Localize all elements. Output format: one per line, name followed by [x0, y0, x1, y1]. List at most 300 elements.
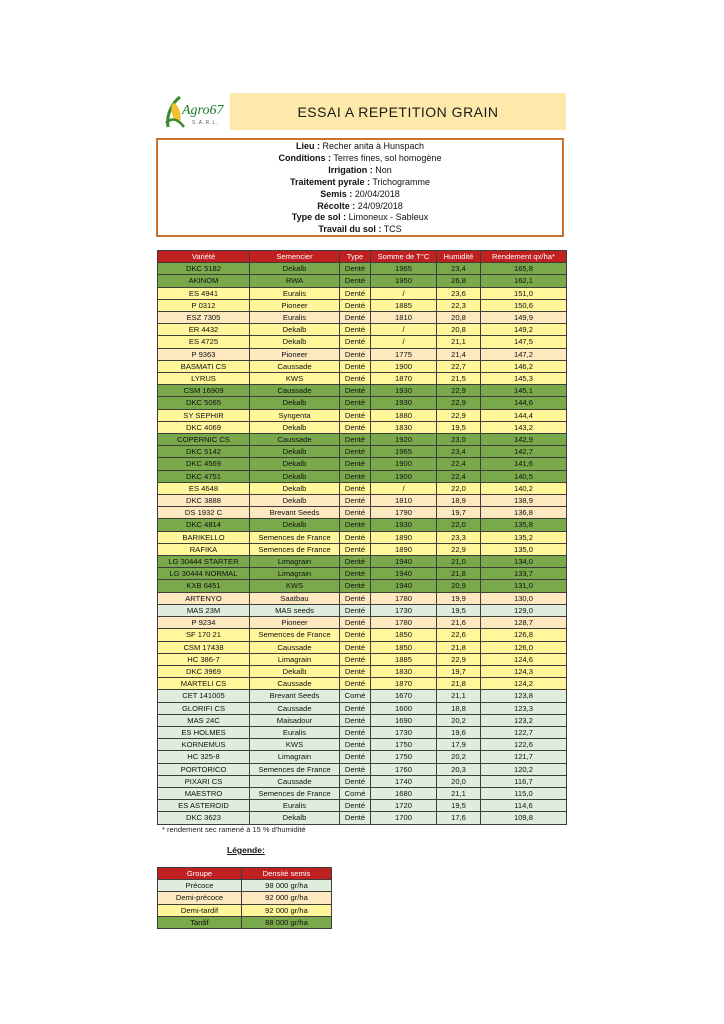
type-cell: Denté: [340, 702, 371, 714]
table-row: [158, 495, 567, 507]
semencier-cell: Limagrain: [250, 653, 340, 665]
type-cell: Denté: [340, 519, 371, 531]
humidite-cell: 21,1: [437, 787, 481, 799]
type-cell: Denté: [340, 653, 371, 665]
type-cell: Denté: [340, 299, 371, 311]
info-value: Non: [375, 164, 392, 175]
info-line: [158, 141, 562, 153]
variete-cell: PORTORICO: [158, 763, 250, 775]
somme-temp-cell: 1830: [371, 665, 437, 677]
table-row: [158, 604, 567, 616]
type-cell: Denté: [340, 800, 371, 812]
humidite-cell: 21,1: [437, 336, 481, 348]
rendement-cell: 122,7: [481, 726, 567, 738]
semencier-cell: Caussade: [250, 775, 340, 787]
somme-temp-cell: 1900: [371, 470, 437, 482]
humidite-cell: 19,5: [437, 800, 481, 812]
humidite-cell: 22,0: [437, 482, 481, 494]
variete-cell: DKC 5182: [158, 263, 250, 275]
semencier-cell: Dekalb: [250, 458, 340, 470]
rendement-cell: 115,0: [481, 787, 567, 799]
rendement-cell: 135,2: [481, 531, 567, 543]
type-cell: Denté: [340, 458, 371, 470]
type-cell: Denté: [340, 421, 371, 433]
variete-cell: MAS 23M: [158, 604, 250, 616]
humidite-cell: 22,9: [437, 653, 481, 665]
col-header-variete: Variété: [158, 251, 250, 263]
type-cell: Denté: [340, 275, 371, 287]
humidite-cell: 21,8: [437, 641, 481, 653]
humidite-cell: 23,4: [437, 446, 481, 458]
somme-temp-cell: 1760: [371, 763, 437, 775]
type-cell: Denté: [340, 312, 371, 324]
variete-cell: CSM 16909: [158, 385, 250, 397]
info-label: Irrigation :: [328, 164, 373, 175]
legend-densite-cell: 98 000 gr/ha: [242, 880, 332, 892]
semencier-cell: Caussade: [250, 641, 340, 653]
legend-row: [158, 916, 332, 928]
semencier-cell: MAS seeds: [250, 604, 340, 616]
semencier-cell: KWS: [250, 373, 340, 385]
table-row: [158, 348, 567, 360]
rendement-cell: 130,0: [481, 592, 567, 604]
info-line: [158, 153, 562, 165]
table-row: [158, 800, 567, 812]
legend-row: [158, 892, 332, 904]
table-row: [158, 312, 567, 324]
type-cell: Denté: [340, 714, 371, 726]
legend-groupe-cell: Demi-précoce: [158, 892, 242, 904]
variete-cell: DKC 3969: [158, 665, 250, 677]
table-header-row: [158, 251, 567, 263]
info-label: Lieu :: [295, 141, 320, 151]
somme-temp-cell: 1940: [371, 580, 437, 592]
table-row: [158, 336, 567, 348]
table-row: [158, 531, 567, 543]
variete-cell: DKC 4751: [158, 470, 250, 482]
table-row: [158, 275, 567, 287]
rendement-cell: 123,2: [481, 714, 567, 726]
table-row: [158, 434, 567, 446]
somme-temp-cell: 1790: [371, 507, 437, 519]
col-header-semencier: Semencier: [250, 251, 340, 263]
semencier-cell: Caussade: [250, 434, 340, 446]
type-cell: Denté: [340, 263, 371, 275]
humidite-cell: 22,4: [437, 470, 481, 482]
variete-cell: SY SEPHIR: [158, 409, 250, 421]
semencier-cell: Semences de France: [250, 629, 340, 641]
legend-groupe-cell: Tardif: [158, 916, 242, 928]
humidite-cell: 26,8: [437, 275, 481, 287]
semencier-cell: Semences de France: [250, 787, 340, 799]
variete-cell: ES 4725: [158, 336, 250, 348]
semencier-cell: Dekalb: [250, 421, 340, 433]
legend-table: [157, 867, 332, 929]
variete-cell: GLORIFI CS: [158, 702, 250, 714]
table-row: [158, 287, 567, 299]
somme-temp-cell: /: [371, 287, 437, 299]
variete-cell: BASMATI CS: [158, 360, 250, 372]
table-row: [158, 714, 567, 726]
rendement-cell: 109,8: [481, 812, 567, 824]
humidite-cell: 23,6: [437, 287, 481, 299]
type-cell: Denté: [340, 641, 371, 653]
table-row: [158, 409, 567, 421]
humidite-cell: 22,4: [437, 458, 481, 470]
somme-temp-cell: 1750: [371, 739, 437, 751]
somme-temp-cell: 1880: [371, 409, 437, 421]
variete-cell: RAFIKA: [158, 543, 250, 555]
info-label: Traitement pyrale :: [289, 176, 370, 187]
table-row: [158, 702, 567, 714]
table-row: [158, 543, 567, 555]
info-value: Terres fines, sol homogène: [333, 152, 442, 163]
info-label: Conditions :: [278, 152, 332, 163]
variete-cell: HC 325-8: [158, 751, 250, 763]
semencier-cell: Dekalb: [250, 665, 340, 677]
table-row: [158, 775, 567, 787]
agro67-logo: [162, 93, 226, 133]
variete-cell: KORNEMUS: [158, 739, 250, 751]
table-row: [158, 421, 567, 433]
rendement-cell: 114,6: [481, 800, 567, 812]
variete-cell: PIXARI CS: [158, 775, 250, 787]
info-line: [158, 201, 562, 213]
humidite-cell: 19,6: [437, 726, 481, 738]
variete-cell: AKINOM: [158, 275, 250, 287]
humidite-cell: 22,6: [437, 629, 481, 641]
semencier-cell: Semences de France: [250, 543, 340, 555]
table-row: [158, 641, 567, 653]
somme-temp-cell: 1885: [371, 299, 437, 311]
col-header-type: Type: [340, 251, 371, 263]
humidite-cell: 19,5: [437, 421, 481, 433]
semencier-cell: Dekalb: [250, 446, 340, 458]
semencier-cell: KWS: [250, 739, 340, 751]
table-row: [158, 519, 567, 531]
semencier-cell: Pioneer: [250, 617, 340, 629]
somme-temp-cell: /: [371, 482, 437, 494]
rendement-cell: 145,1: [481, 385, 567, 397]
rendement-cell: 142,9: [481, 434, 567, 446]
rendement-cell: 140,2: [481, 482, 567, 494]
somme-temp-cell: 1720: [371, 800, 437, 812]
page-title: ESSAI A REPETITION GRAIN: [230, 93, 566, 130]
rendement-cell: 150,6: [481, 299, 567, 311]
humidite-cell: 22,9: [437, 397, 481, 409]
variete-cell: MAS 24C: [158, 714, 250, 726]
logo-text: Agro67: [182, 103, 224, 118]
rendement-cell: 124,6: [481, 653, 567, 665]
table-row: [158, 617, 567, 629]
rendement-cell: 162,1: [481, 275, 567, 287]
humidite-cell: 22,0: [437, 519, 481, 531]
type-cell: Denté: [340, 287, 371, 299]
somme-temp-cell: 1900: [371, 360, 437, 372]
humidite-cell: 19,5: [437, 604, 481, 616]
rendement-cell: 129,0: [481, 604, 567, 616]
trial-info-box: [156, 138, 564, 237]
rendement-cell: 144,6: [481, 397, 567, 409]
info-value: Limoneux - Sableux: [348, 212, 429, 223]
info-value: Trichogramme: [372, 176, 431, 187]
semencier-cell: Saatbau: [250, 592, 340, 604]
table-row: [158, 787, 567, 799]
somme-temp-cell: 1600: [371, 702, 437, 714]
rendement-cell: 142,7: [481, 446, 567, 458]
somme-temp-cell: 1940: [371, 556, 437, 568]
variete-cell: CSM 17438: [158, 641, 250, 653]
humidite-cell: 23,4: [437, 263, 481, 275]
humidite-cell: 21,8: [437, 568, 481, 580]
somme-temp-cell: /: [371, 324, 437, 336]
rendement-cell: 124,3: [481, 665, 567, 677]
rendement-cell: 136,8: [481, 507, 567, 519]
somme-temp-cell: 1930: [371, 385, 437, 397]
somme-temp-cell: 1870: [371, 373, 437, 385]
table-row: [158, 360, 567, 372]
semencier-cell: Dekalb: [250, 470, 340, 482]
table-row: [158, 263, 567, 275]
type-cell: Denté: [340, 446, 371, 458]
type-cell: Denté: [340, 763, 371, 775]
humidite-cell: 21,4: [437, 348, 481, 360]
somme-temp-cell: 1900: [371, 458, 437, 470]
rendement-cell: 141,6: [481, 458, 567, 470]
somme-temp-cell: /: [371, 336, 437, 348]
variete-cell: ES ASTEROID: [158, 800, 250, 812]
info-label: Récolte :: [317, 200, 356, 211]
rendement-cell: 147,5: [481, 336, 567, 348]
variete-cell: DKC 4814: [158, 519, 250, 531]
variete-cell: DKC 4069: [158, 421, 250, 433]
type-cell: Denté: [340, 617, 371, 629]
semencier-cell: Euralis: [250, 312, 340, 324]
col-header-somme-temp: Somme de T°C: [371, 251, 437, 263]
table-row: [158, 580, 567, 592]
semencier-cell: Semences de France: [250, 763, 340, 775]
table-row: [158, 299, 567, 311]
somme-temp-cell: 1930: [371, 397, 437, 409]
type-cell: Denté: [340, 434, 371, 446]
type-cell: Denté: [340, 751, 371, 763]
somme-temp-cell: 1690: [371, 714, 437, 726]
rendement-cell: 134,0: [481, 556, 567, 568]
humidite-cell: 20,8: [437, 312, 481, 324]
humidite-cell: 18,9: [437, 495, 481, 507]
humidite-cell: 22,7: [437, 360, 481, 372]
table-row: [158, 592, 567, 604]
table-row: [158, 653, 567, 665]
table-row: [158, 385, 567, 397]
humidite-cell: 22,9: [437, 385, 481, 397]
type-cell: Denté: [340, 556, 371, 568]
variete-cell: MAESTRO: [158, 787, 250, 799]
table-row: [158, 568, 567, 580]
humidite-cell: 23,0: [437, 434, 481, 446]
type-cell: Denté: [340, 336, 371, 348]
somme-temp-cell: 1730: [371, 604, 437, 616]
rendement-cell: 121,7: [481, 751, 567, 763]
variete-cell: DKC 4569: [158, 458, 250, 470]
type-cell: Denté: [340, 397, 371, 409]
rendement-cell: 128,7: [481, 617, 567, 629]
type-cell: Denté: [340, 726, 371, 738]
humidite-cell: 22,9: [437, 543, 481, 555]
type-cell: Denté: [340, 482, 371, 494]
type-cell: Denté: [340, 678, 371, 690]
table-row: [158, 726, 567, 738]
variete-cell: MARTELI CS: [158, 678, 250, 690]
type-cell: Denté: [340, 604, 371, 616]
humidite-cell: 21,6: [437, 617, 481, 629]
somme-temp-cell: 1890: [371, 531, 437, 543]
semencier-cell: Pioneer: [250, 348, 340, 360]
type-cell: Denté: [340, 568, 371, 580]
info-value: TCS: [383, 224, 402, 235]
rendement-cell: 140,5: [481, 470, 567, 482]
humidite-cell: 19,7: [437, 507, 481, 519]
semencier-cell: Caussade: [250, 678, 340, 690]
humidite-cell: 20,9: [437, 580, 481, 592]
legend-row: [158, 880, 332, 892]
variete-cell: SF 170 21: [158, 629, 250, 641]
semencier-cell: Caussade: [250, 360, 340, 372]
info-value: 24/09/2018: [357, 200, 403, 211]
semencier-cell: Euralis: [250, 287, 340, 299]
semencier-cell: Dekalb: [250, 482, 340, 494]
variete-cell: DKC 5065: [158, 397, 250, 409]
info-label: Semis :: [320, 188, 353, 199]
type-cell: Denté: [340, 543, 371, 555]
type-cell: Denté: [340, 495, 371, 507]
legend-groupe-cell: Précoce: [158, 880, 242, 892]
variete-cell: LG 30444 STARTER: [158, 556, 250, 568]
table-row: [158, 739, 567, 751]
type-cell: Denté: [340, 629, 371, 641]
variete-cell: COPERNIC CS: [158, 434, 250, 446]
type-cell: Denté: [340, 360, 371, 372]
type-cell: Corné: [340, 690, 371, 702]
rendement-cell: 145,3: [481, 373, 567, 385]
col-header-rendement: Rendement qx/ha*: [481, 251, 567, 263]
legend-title: Légende:: [227, 845, 265, 855]
logo-subtitle: S.A.R.L.: [192, 120, 219, 126]
rendement-cell: 143,2: [481, 421, 567, 433]
info-line: [158, 177, 562, 189]
legend-densite-cell: 92 000 gr/ha: [242, 892, 332, 904]
somme-temp-cell: 1830: [371, 421, 437, 433]
type-cell: Denté: [340, 348, 371, 360]
somme-temp-cell: 1930: [371, 519, 437, 531]
legend-groupe-cell: Demi-tardif: [158, 904, 242, 916]
somme-temp-cell: 1670: [371, 690, 437, 702]
humidite-cell: 20,2: [437, 751, 481, 763]
humidite-cell: 20,3: [437, 763, 481, 775]
rendement-cell: 165,8: [481, 263, 567, 275]
somme-temp-cell: 1890: [371, 543, 437, 555]
semencier-cell: Pioneer: [250, 299, 340, 311]
somme-temp-cell: 1740: [371, 775, 437, 787]
humidite-cell: 19,7: [437, 665, 481, 677]
somme-temp-cell: 1940: [371, 568, 437, 580]
semencier-cell: RWA: [250, 275, 340, 287]
somme-temp-cell: 1750: [371, 751, 437, 763]
humidite-cell: 21,5: [437, 373, 481, 385]
rendement-cell: 126,0: [481, 641, 567, 653]
type-cell: Corné: [340, 787, 371, 799]
variete-cell: DKC 5142: [158, 446, 250, 458]
rendement-cell: 116,7: [481, 775, 567, 787]
somme-temp-cell: 1950: [371, 275, 437, 287]
rendement-cell: 147,2: [481, 348, 567, 360]
variete-cell: BARIKELLO: [158, 531, 250, 543]
somme-temp-cell: 1775: [371, 348, 437, 360]
variete-cell: P 9234: [158, 617, 250, 629]
semencier-cell: Euralis: [250, 726, 340, 738]
results-table: [157, 250, 567, 825]
rendement-cell: 123,8: [481, 690, 567, 702]
semencier-cell: Dekalb: [250, 519, 340, 531]
humidite-cell: 22,9: [437, 409, 481, 421]
col-header-humidite: Humidité: [437, 251, 481, 263]
variete-cell: CET 141005: [158, 690, 250, 702]
rendement-cell: 149,2: [481, 324, 567, 336]
rendement-cell: 133,7: [481, 568, 567, 580]
type-cell: Denté: [340, 507, 371, 519]
variete-cell: HC 386-7: [158, 653, 250, 665]
table-row: [158, 629, 567, 641]
semencier-cell: Caussade: [250, 385, 340, 397]
semencier-cell: Limagrain: [250, 751, 340, 763]
semencier-cell: Dekalb: [250, 495, 340, 507]
rendement-cell: 122,6: [481, 739, 567, 751]
legend-header-densite: Densité semis: [242, 868, 332, 880]
somme-temp-cell: 1920: [371, 434, 437, 446]
variete-cell: LYRUS: [158, 373, 250, 385]
semencier-cell: Dekalb: [250, 336, 340, 348]
somme-temp-cell: 1730: [371, 726, 437, 738]
variete-cell: ESZ 7305: [158, 312, 250, 324]
semencier-cell: Dekalb: [250, 397, 340, 409]
somme-temp-cell: 1850: [371, 629, 437, 641]
semencier-cell: KWS: [250, 580, 340, 592]
type-cell: Denté: [340, 592, 371, 604]
type-cell: Denté: [340, 739, 371, 751]
humidite-cell: 20,8: [437, 324, 481, 336]
semencier-cell: Limagrain: [250, 568, 340, 580]
semencier-cell: Maisadour: [250, 714, 340, 726]
table-row: [158, 763, 567, 775]
type-cell: Denté: [340, 531, 371, 543]
rendement-cell: 120,2: [481, 763, 567, 775]
rendement-cell: 124,2: [481, 678, 567, 690]
somme-temp-cell: 1700: [371, 812, 437, 824]
semencier-cell: Brevant Seeds: [250, 690, 340, 702]
variete-cell: DS 1932 C: [158, 507, 250, 519]
humidite-cell: 21,0: [437, 556, 481, 568]
type-cell: Denté: [340, 373, 371, 385]
variete-cell: P 9363: [158, 348, 250, 360]
variete-cell: ARTENYO: [158, 592, 250, 604]
info-label: Type de sol :: [291, 212, 347, 223]
humidite-cell: 23,3: [437, 531, 481, 543]
semencier-cell: Dekalb: [250, 324, 340, 336]
legend-header-groupe: Groupe: [158, 868, 242, 880]
semencier-cell: Brevant Seeds: [250, 507, 340, 519]
somme-temp-cell: 1965: [371, 446, 437, 458]
type-cell: Denté: [340, 409, 371, 421]
